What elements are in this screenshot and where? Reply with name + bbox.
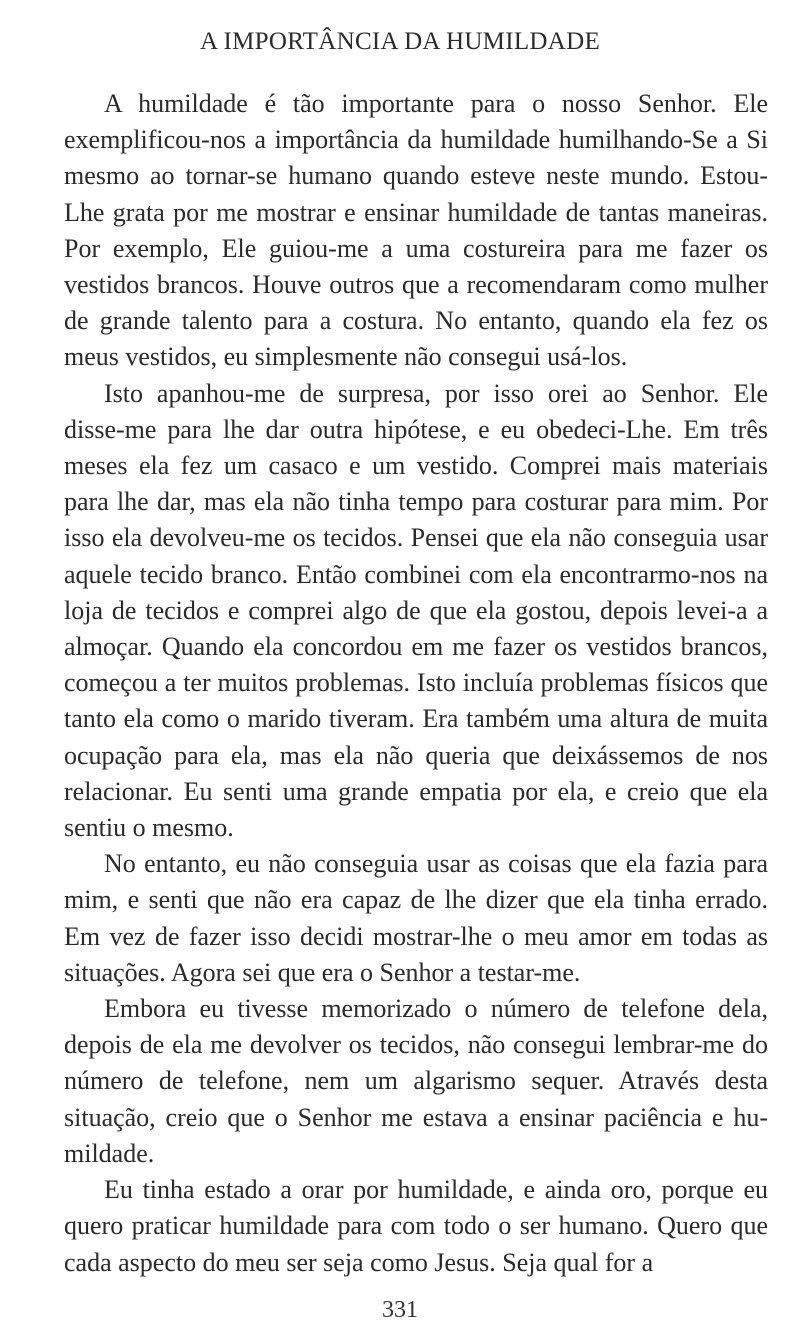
paragraph-3: No entanto, eu não conseguia usar as coisas que ela fazia para mim, e senti que não era capaz de lhe dizer que ela tinha errado. Em vez de fazer isso decidi mostrar-lhe o meu amor em todas as situações. Agora sei que era o Senhor a testar-me.: [64, 849, 768, 987]
paragraph-5: Eu tinha estado a orar por humildade, e ainda oro, porque eu quero praticar humildade para com todo o ser humano. Quero que cada aspecto do meu ser seja como Jesus. Seja qual for a: [64, 1175, 768, 1277]
paragraph-2: Isto apanhou-me de surpresa, por isso orei ao Senhor. Ele disse-me para lhe dar outra hipótese, e eu obedeci-Lhe. Em três meses ela fez um casaco e um vestido. Comprei mais materiais para lhe dar, mas ela não tinha tempo para costurar para mim. Por isso ela devolveu-me os tecidos. Pensei que ela não conseguia usar aquele tecido branco. Então combinei com ela encontrarmo-nos na loja de tecidos e comprei algo de que ela gostou, depois levei-a a almoçar. Quando ela concordou em me fazer os vestidos brancos, começou a ter muitos problemas. Isto incluía problemas físicos que tanto ela como o marido tiveram. Era também uma altura de muita ocupação para ela, mas ela não queria que deixássemos de nos relacionar. Eu senti uma grande empatia por ela, e creio que ela sentiu o mesmo.: [64, 378, 768, 843]
chapter-title: A IMPORTÂNCIA DA HUMILDADE: [199, 28, 601, 55]
body-text: [64, 86, 768, 1281]
paragraph-4: Embora eu tivesse memorizado o número de telefone dela, depois de ela me devolver os tecidos, não consegui lembrar-me do número de telefone, nem um algarismo sequer. Através desta situação, creio que o Senhor me estava a ensinar paciência e humildade.: [64, 994, 768, 1168]
page-number: 331: [382, 1297, 418, 1323]
paragraph-1: A humildade é tão importante para o nosso Senhor. Ele exemplificou-nos a importância da humildade humilhando-Se a Si mesmo ao tornar-se humano quando esteve neste mundo. Estou-Lhe grata por me mostrar e ensinar humildade de tantas maneiras. Por exemplo, Ele guiou-me a uma costureira para me fazer os vestidos brancos. Houve outros que a recomendaram como mulher de grande talento para a costura. No entanto, quando ela fez os meus vestidos, eu simplesmente não consegui usá-los.: [64, 89, 768, 372]
